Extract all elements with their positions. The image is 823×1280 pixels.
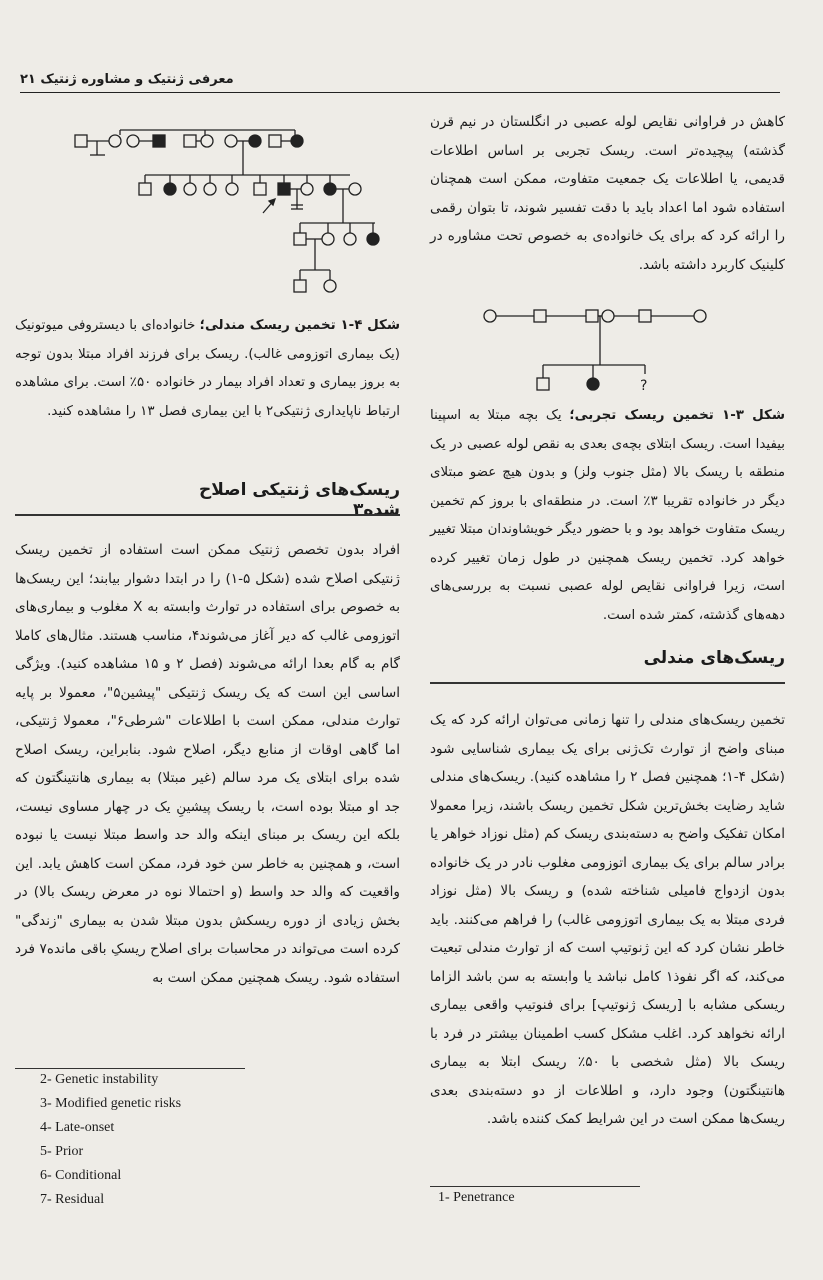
footnote-3: 3- Modified genetic risks <box>40 1096 182 1111</box>
pedigree-male <box>139 183 151 195</box>
footnote-4: 4- Late-onset <box>40 1120 115 1135</box>
pedigree-affected-female <box>249 135 261 147</box>
pedigree-affected-male <box>153 135 165 147</box>
pedigree-affected-female <box>324 183 336 195</box>
pedigree-male <box>269 135 281 147</box>
mendelian-heading: ریسک‌های مندلی <box>643 648 785 668</box>
pedigree-affected-female <box>367 233 379 245</box>
pedigree-male <box>639 310 651 322</box>
footnote-1: 1- Penetrance <box>438 1190 515 1205</box>
pedigree-female <box>226 183 238 195</box>
pedigree-female <box>201 135 213 147</box>
pedigree-female <box>127 135 139 147</box>
pedigree-female <box>301 183 313 195</box>
footnote-7: 7- Residual <box>40 1192 105 1207</box>
footnote-6: 6- Conditional <box>40 1168 122 1183</box>
pedigree-male <box>294 233 306 245</box>
pedigree-female <box>225 135 237 147</box>
header-title: معرفی ژنتیک و مشاوره ژنتیک ۲۱ <box>20 72 234 87</box>
section-rule <box>15 514 400 516</box>
mendelian-body: تخمین ریسک‌های مندلی را تنها زمانی می‌توان ارائه کرد که یک مبنای واضح از توارث تک‌ژنی برای یک بیماری شناسایی شود (شکل ۴-۱؛ همچنین فصل ۲ را مشاهده کنید). ریسک‌های مندلی شاید رضایت بخش‌ترین شکل تخمین ریسک باشند، زیرا معمولا امکان تفکیک واضح به دسته‌بندی ریسک کم (مثل نوزاد خواهر یا برادر سالم برای یک بیماری اتوزومی مغلوب نادر در یک خانواده بدون ازدواج فامیلی شناخته شده) و ریسک بالا (مثل نوزاد فردی مبتلا به یک بیماری اتوزومی غالب) را فراهم می‌کنند. باید خاطر نشان کرد که این ژنوتیپ است که از توارث مندلی تبعیت می‌کند، که اگر نفوذ۱ کامل نباشد یا وابسته به سن باشد الزاما ریسکی مشابه با [ریسک ژنوتیپ] برای فنوتیپ واقعی بیماری ارائه نخواهد کرد. اغلب مشکل کسب اطمینان بیشتر در فرد با ریسک بالا (مثل شخصی با ۵۰٪ ریسک ابتلا به بیماری هانتینگتون) وجود دارد، و اطلاعات از دو دسته‌بندی بعدی ریسک‌ها ممکن است در این شرایط کمک کننده باشد. <box>430 712 785 1127</box>
pedigree-female <box>322 233 334 245</box>
pedigree-female <box>184 183 196 195</box>
pedigree-affected-child <box>587 378 599 390</box>
figure-3-1-caption <box>430 402 785 630</box>
pedigree-male <box>254 183 266 195</box>
question-mark: ? <box>640 378 648 394</box>
pedigree-female <box>349 183 361 195</box>
pedigree-affected-female <box>291 135 303 147</box>
modified-risks-heading: ریسک‌های ژنتیکی اصلاح شده۳ <box>198 480 400 520</box>
pedigree-female <box>109 135 121 147</box>
footnote-5: 5- Prior <box>40 1144 84 1159</box>
figure-4-1-caption-text: خانواده‌ای با دیستروفی میوتونیک (یک بیماری اتوزومی غالب). ریسک برای فرزند افراد مبتلا بدون توجه به بروز بیماری و تعداد افراد بیمار در خانواده ۵۰٪ است. برای مشاهده ارتباط ناپایداری ژنتیکی۲ با این بیماری فصل ۱۳ را مشاهده کنید. <box>15 318 400 419</box>
footnote-2: 2- Genetic instability <box>40 1072 159 1087</box>
pedigree-male <box>534 310 546 322</box>
pedigree-female <box>694 310 706 322</box>
pedigree-proband <box>278 183 290 195</box>
pedigree-affected-female <box>164 183 176 195</box>
pedigree-female <box>204 183 216 195</box>
figure-3-1-caption-bold: شکل ۳-۱ تخمین ریسک تجربی؛ <box>569 408 786 423</box>
figure-4-1-pedigree <box>75 125 390 310</box>
intro-paragraph: کاهش در فراوانی نقایص لوله عصبی در انگلستان در نیم قرن گذشته) پیچیده‌تر است. ریسک تجربی بر اساس اطلاعات قدیمی، یا اطلاعات یک جمعیت متفاوت، ممکن است همچنان استفاده شود اما اعداد باید با دقت تفسیر شوند، تا بتوان رقمی را ارائه کرد که برای یک خانواده‌ی به خصوص تحت مشاوره در کلینیک کاربرد داشته باشد. <box>430 114 785 273</box>
pedigree-male <box>294 280 306 292</box>
pedigree-female <box>484 310 496 322</box>
figure-3-1-pedigree <box>480 300 710 395</box>
pedigree-father <box>586 310 598 322</box>
section-rule <box>430 682 785 684</box>
pedigree-male <box>75 135 87 147</box>
pedigree-child-male <box>537 378 549 390</box>
pedigree-female <box>324 280 336 292</box>
modified-risks-body: افراد بدون تخصص ژنتیک ممکن است استفاده از تخمین ریسک ژنتیکی اصلاح شده (شکل ۵-۱) را در ابتدا دشوار بیابند؛ این ریسک‌ها به خصوص برای استفاده در توارث وابسته به X مغلوب و بیماری‌های اتوزومی غالب که دیر آغاز می‌شوند۴، مناسب هستند. مثال‌های کاملا گام به گام بعدا ارائه می‌شوند (فصل ۲ و ۱۵ مشاهده کنید). ویژگی اساسی این است که یک ریسک ژنتیکی "پیشین۵"، معمولا بر پایه توارث مندلی، ممکن است با اطلاعات "شرطی۶"، معمولا ژنتیکی، اما گاهی اوقات از منابع دیگر، اصلاح شود. بنابراین، ریسک اصلاح شده برای ابتلای یک مرد سالم (غیر مبتلا) به بیماری هانتینگتون که جد او مبتلا بوده است، با ریسک پیشینِ یک در چهار مساوی نیست، بلکه این ریسک بر مبنای اینکه والد حد واسط مبتلا نیست یا نبوده است، و همچنین به خاطر سن خود فرد، ممکن است کاهش یابد. این واقعیت که والد حد واسط (و احتمالا نوه در معرض ریسک بالا) در بخش زیادی از دوره ریسکش بدون مبتلا شدن به بیماری "زندگی" کرده است می‌تواند در محاسبات برای اصلاح ریسکِ باقی مانده۷ فرد استفاده شود. ریسک همچنین ممکن است به <box>15 542 401 986</box>
pedigree-female <box>344 233 356 245</box>
pedigree-male <box>184 135 196 147</box>
figure-4-1-caption <box>15 312 400 426</box>
pedigree-mother <box>602 310 614 322</box>
figure-4-1-caption-bold: شکل ۴-۱ تخمین ریسک مندلی؛ <box>199 318 401 333</box>
figure-3-1-caption-text: یک بچه مبتلا به اسپینا بیفیدا است. ریسک ابتلای بچه‌ی بعدی به نقص لوله عصبی در یک منطقه با ریسک بالا (مثل جنوب ولز) و بدون هیچ عضو مبتلای دیگر در خانواده تقریبا ۳٪ است. در منطقه‌ای با بروز کم تخمین ریسک متفاوت خواهد بود و با حضور دیگر خویشاوندان مبتلا تغییر خواهد کرد. تخمین ریسک همچنین در طول زمان تغییر کرده است، زیرا فراوانی نقایص لوله عصبی نسبت به بررسی‌های دهه‌های گذشته، کمتر شده است. <box>430 408 785 623</box>
footnote-list <box>40 1068 181 1212</box>
running-header <box>20 70 780 93</box>
